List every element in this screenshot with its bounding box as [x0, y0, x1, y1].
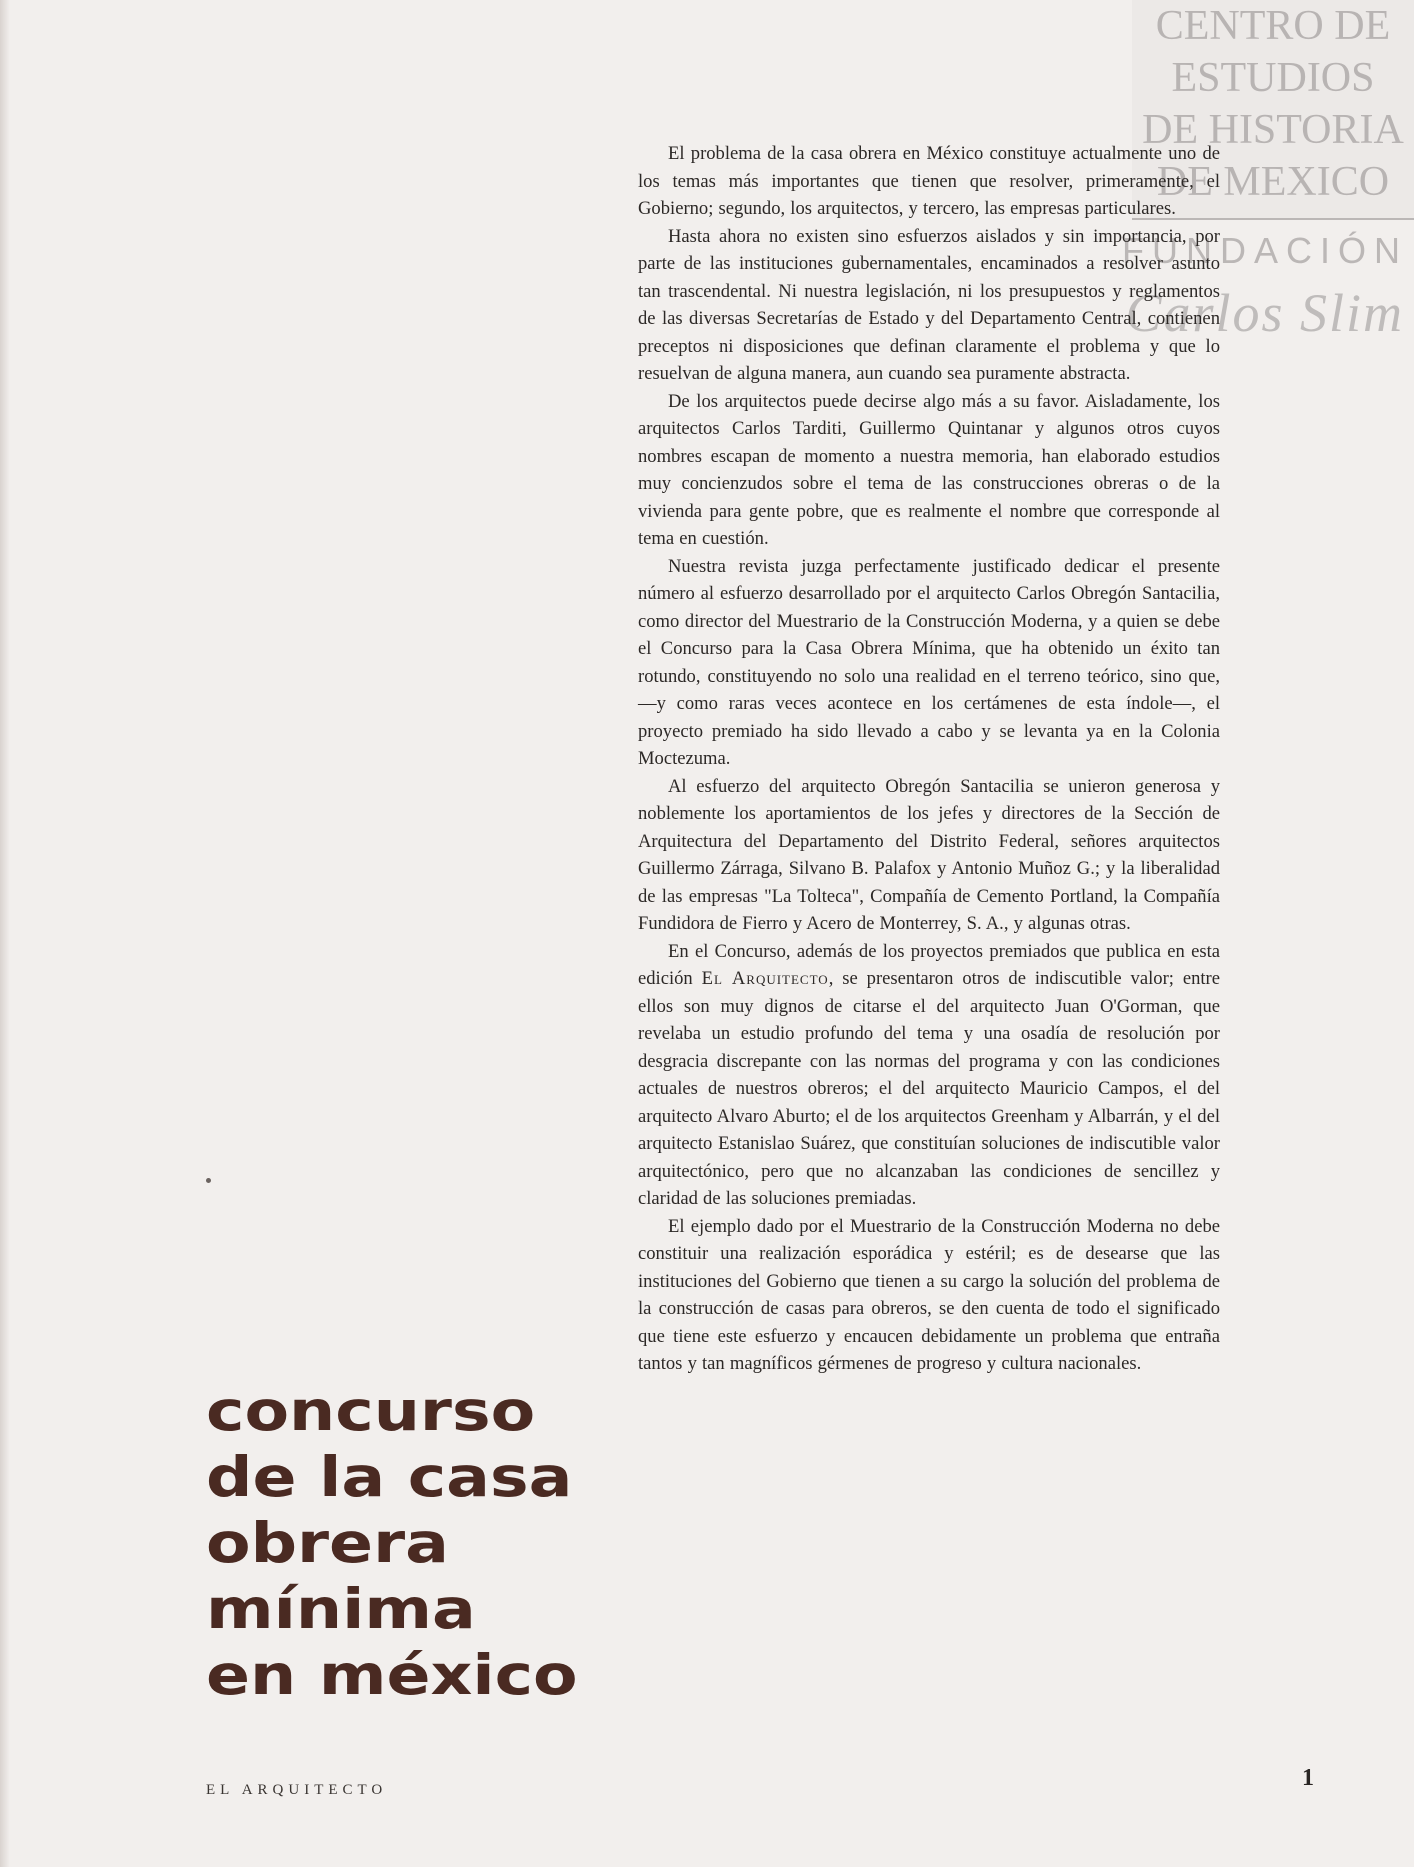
article-paragraph: Nuestra revista juzga perfectamente justificado dedicar el presente número al esfuerzo desarrollado por el arquitecto Carlos Obregón Santacilia, como director del Muestrario de la Construcción Moderna, y a quien se debe el Concurso para la Casa Obrera Mínima, que ha obtenido un éxito tan rotundo, constituyendo no solo una realidad en el terreno teórico, sino que, —y como raras veces acontece en los certámenes de esta índole—, el proyecto premiado ha sido llevado a cabo y se levanta ya en la Colonia Moctezuma.: [638, 555, 1220, 769]
article-paragraph: De los arquitectos puede decirse algo más a su favor. Aisladamente, los arquitectos Carlos Tarditi, Guillermo Quintanar y algunos otros cuyos nombres escapan de momento a nuestra memoria, han elaborado estudios muy concienzudos sobre el tema de las construcciones obreras o de la vivienda para gente pobre, que es realmente el nombre que corresponde al tema en cuestión.: [638, 390, 1220, 549]
title-line: obrera: [206, 1511, 449, 1575]
page-number: 1: [1302, 1765, 1314, 1791]
article-body: [638, 140, 1220, 1378]
article-paragraph: En el Concurso, además de los proyectos premiados que publica en esta edición El Arquitecto, se presentaron otros de indiscutible valor; entre ellos son muy dignos de citarse el del arquitecto Juan O'Gorman, que revelaba un estudio profundo del tema y una osadía de resolución por desgracia discrepante con las normas del programa y con las condiciones actuales de nuestros obreros; el del arquitecto Mauricio Campos, el del arquitecto Alvaro Aburto; el de los arquitectos Greenham y Albarrán, y el del arquitecto Estanislao Suárez, que constituían soluciones de indiscutible valor arquitectónico, pero que no alcanzaban las condiciones de sencillez y claridad de las soluciones premiadas.: [638, 940, 1220, 1209]
watermark-foundation: FUNDACIÓN: [1122, 230, 1408, 271]
watermark-line: CENTRO DE: [1155, 3, 1391, 49]
publication-name: EL ARQUITECTO: [206, 1782, 388, 1798]
article-title: [206, 1378, 626, 1708]
stray-mark: [206, 1178, 211, 1183]
article-paragraph: Al esfuerzo del arquitecto Obregón Santacilia se unieron generosa y noblemente los aportamientos de los jefes y directores de la Sección de Arquitectura del Departamento del Distrito Federal, señores arquitectos Guillermo Zárraga, Silvano B. Palafox y Antonio Muñoz G.; y la liberalidad de las empresas "La Tolteca", Compañía de Cemento Portland, la Compañía Fundidora de Fierro y Acero de Monterrey, S. A., y algunas otras.: [638, 775, 1220, 934]
article-paragraph: El ejemplo dado por el Muestrario de la Construcción Moderna no debe constituir una realización esporádica y estéril; es de desearse que las instituciones del Gobierno que tienen a su cargo la solución del problema de la construcción de casas para obreros, se den cuenta de todo el significado que tiene este esfuerzo y encaucen debidamente un problema que entraña tantos y tan magníficos gérmenes de progreso y cultura nacionales.: [638, 1215, 1220, 1374]
title-line: concurso: [206, 1379, 536, 1443]
title-line: de la casa: [206, 1445, 573, 1509]
title-line: en méxico: [206, 1643, 578, 1707]
title-line: mínima: [206, 1577, 476, 1641]
watermark-line: ESTUDIOS: [1171, 55, 1375, 101]
watermark-signature: Carlos Slim: [1125, 283, 1404, 343]
watermark-line: DE MEXICO: [1156, 159, 1390, 205]
scan-edge: [0, 0, 10, 1867]
article-paragraph: Hasta ahora no existen sino esfuerzos aislados y sin importancia, por parte de las instituciones gubernamentales, encaminados a resolver asunto tan trascendental. Ni nuestra legislación, ni los presupuestos y reglamentos de las diversas Secretarías de Estado y del Departamento Central, contienen preceptos ni disposiciones que definan claramente el problema y que lo resuelvan de alguna manera, aun cuando sea puramente abstracta.: [638, 225, 1220, 384]
watermark-line: DE HISTORIA: [1142, 107, 1404, 153]
publication-reference: El Arquitecto: [701, 968, 829, 989]
article-paragraph: El problema de la casa obrera en México constituye actualmente uno de los temas más importantes que tienen que resolver, primeramente, el Gobierno; segundo, los arquitectos, y tercero, las empresas particulares.: [638, 143, 1220, 219]
